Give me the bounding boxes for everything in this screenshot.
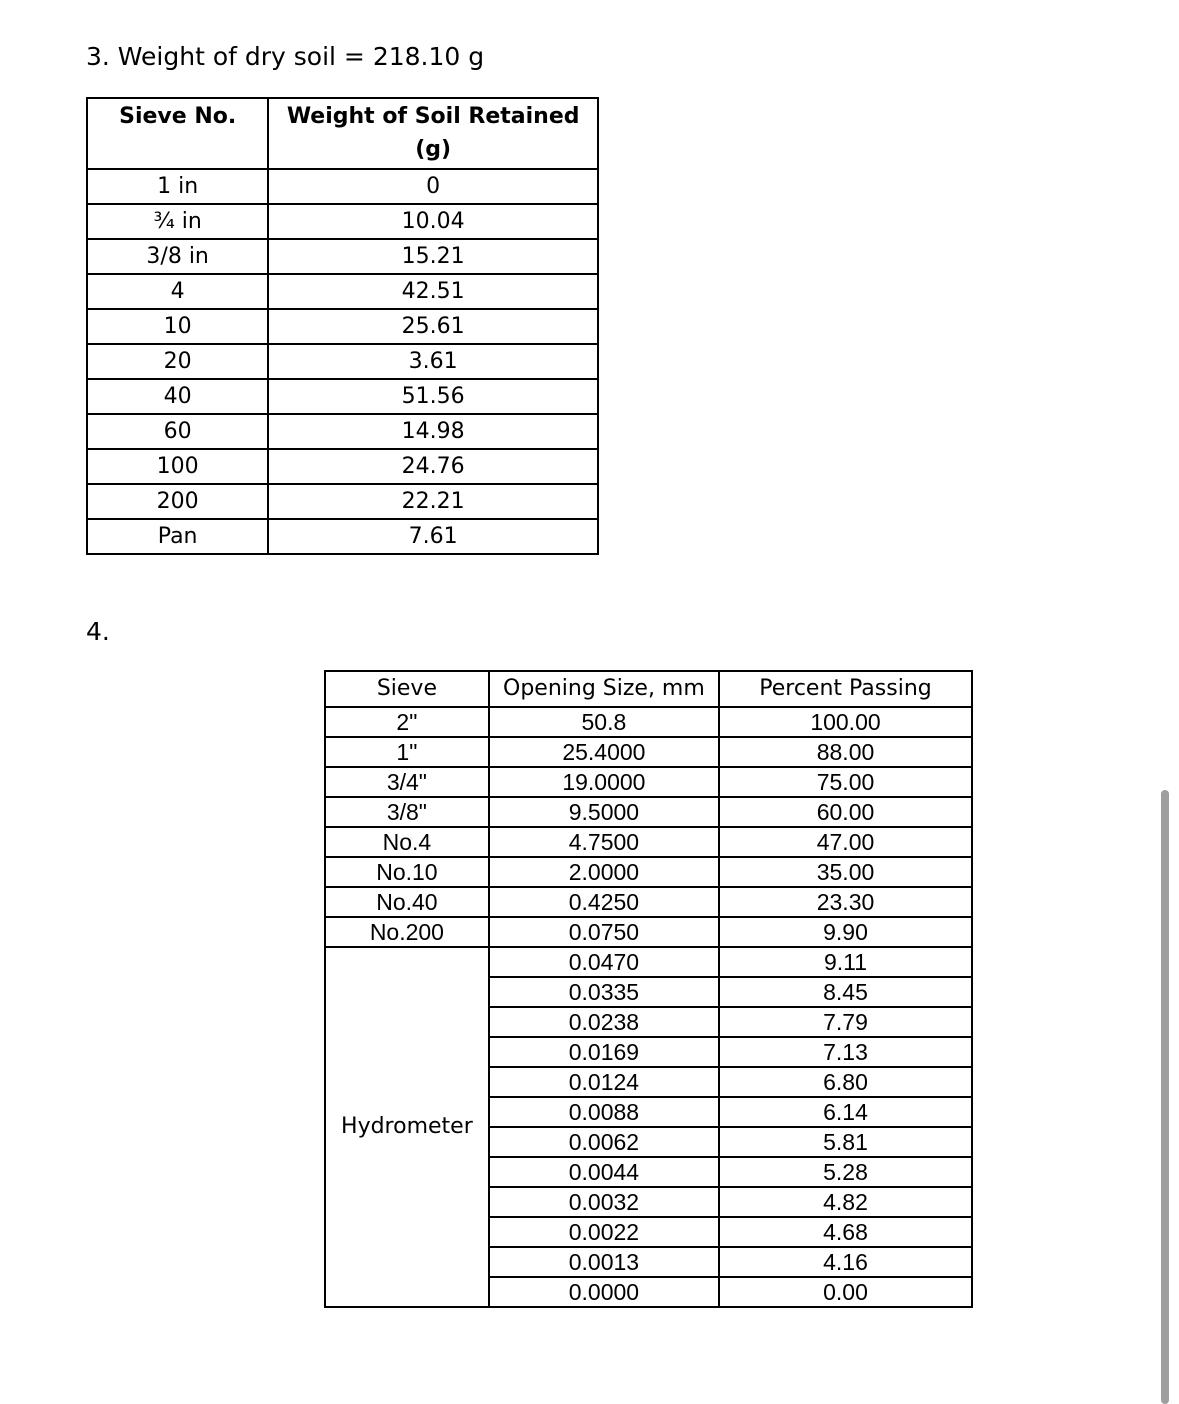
vertical-scrollbar[interactable]	[1161, 790, 1169, 1404]
table-row	[87, 414, 598, 449]
sieve-no-cell: 20	[87, 344, 268, 379]
opening-size-cell: 25.4000	[489, 737, 719, 767]
percent-passing-cell: 9.11	[719, 947, 972, 977]
weight-retained-cell: 0	[268, 169, 598, 204]
opening-size-cell: 19.0000	[489, 767, 719, 797]
table-header-row	[87, 98, 598, 169]
percent-passing-cell: 75.00	[719, 767, 972, 797]
weight-retained-cell: 22.21	[268, 484, 598, 519]
opening-size-cell: 0.0032	[489, 1187, 719, 1217]
weight-retained-cell: 10.04	[268, 204, 598, 239]
sieve-cell: 3/4"	[325, 767, 489, 797]
opening-size-header: Opening Size, mm	[489, 671, 719, 707]
percent-passing-cell: 23.30	[719, 887, 972, 917]
opening-size-cell: 9.5000	[489, 797, 719, 827]
opening-size-cell: 0.0000	[489, 1277, 719, 1307]
table-row	[87, 379, 598, 414]
percent-passing-cell: 7.79	[719, 1007, 972, 1037]
table-row	[87, 274, 598, 309]
table-row	[325, 737, 972, 767]
sieve-no-cell: 4	[87, 274, 268, 309]
opening-size-cell: 0.0169	[489, 1037, 719, 1067]
percent-passing-cell: 0.00	[719, 1277, 972, 1307]
sieve-no-cell: 1 in	[87, 169, 268, 204]
sieve-header: Sieve	[325, 671, 489, 707]
sieve-cell: 1"	[325, 737, 489, 767]
sieve-no-cell: 60	[87, 414, 268, 449]
table-row	[87, 344, 598, 379]
opening-size-cell: 0.0022	[489, 1217, 719, 1247]
opening-size-cell: 0.0013	[489, 1247, 719, 1277]
percent-passing-cell: 9.90	[719, 917, 972, 947]
percent-passing-cell: 6.80	[719, 1067, 972, 1097]
sieve-no-cell: 100	[87, 449, 268, 484]
table-row	[87, 169, 598, 204]
table-row	[87, 309, 598, 344]
table-row	[325, 857, 972, 887]
table-row	[325, 767, 972, 797]
sieve-no-cell: 40	[87, 379, 268, 414]
percent-passing-cell: 7.13	[719, 1037, 972, 1067]
table-row	[87, 204, 598, 239]
percent-passing-cell: 6.14	[719, 1097, 972, 1127]
weight-retained-cell: 42.51	[268, 274, 598, 309]
sieve-no-cell: 10	[87, 309, 268, 344]
opening-size-cell: 4.7500	[489, 827, 719, 857]
percent-passing-cell: 35.00	[719, 857, 972, 887]
percent-passing-cell: 47.00	[719, 827, 972, 857]
table-row	[325, 797, 972, 827]
sieve-cell: No.4	[325, 827, 489, 857]
sieve-no-cell: ¾ in	[87, 204, 268, 239]
weight-retained-cell: 7.61	[268, 519, 598, 554]
sieve-cell: 2"	[325, 707, 489, 737]
percent-passing-cell: 100.00	[719, 707, 972, 737]
hydrometer-cell: Hydrometer	[325, 947, 489, 1307]
opening-size-cell: 0.0088	[489, 1097, 719, 1127]
opening-size-cell: 0.0470	[489, 947, 719, 977]
table-header-row	[325, 671, 972, 707]
weight-retained-cell: 3.61	[268, 344, 598, 379]
opening-size-cell: 0.0335	[489, 977, 719, 1007]
percent-passing-cell: 4.82	[719, 1187, 972, 1217]
table-row	[325, 827, 972, 857]
opening-size-cell: 2.0000	[489, 857, 719, 887]
weight-retained-cell: 51.56	[268, 379, 598, 414]
opening-size-cell: 0.0124	[489, 1067, 719, 1097]
sieve-no-cell: Pan	[87, 519, 268, 554]
table-row	[325, 917, 972, 947]
sieve-cell: No.200	[325, 917, 489, 947]
weight-retained-cell: 24.76	[268, 449, 598, 484]
sieve-no-cell: 3/8 in	[87, 239, 268, 274]
percent-passing-cell: 4.68	[719, 1217, 972, 1247]
table-row	[325, 887, 972, 917]
percent-passing-cell: 5.28	[719, 1157, 972, 1187]
percent-passing-cell: 4.16	[719, 1247, 972, 1277]
percent-passing-cell: 5.81	[719, 1127, 972, 1157]
opening-size-cell: 50.8	[489, 707, 719, 737]
question-3-title: 3. Weight of dry soil = 218.10 g	[86, 42, 485, 71]
weight-retained-header: Weight of Soil Retained (g)	[268, 98, 598, 169]
opening-size-cell: 0.0750	[489, 917, 719, 947]
sieve-no-header: Sieve No.	[87, 98, 268, 169]
opening-size-cell: 0.0238	[489, 1007, 719, 1037]
gradation-table	[324, 670, 973, 1308]
weight-retained-cell: 14.98	[268, 414, 598, 449]
table-row	[325, 947, 972, 977]
table-row	[87, 519, 598, 554]
percent-passing-header: Percent Passing	[719, 671, 972, 707]
percent-passing-cell: 88.00	[719, 737, 972, 767]
table-row	[325, 707, 972, 737]
opening-size-cell: 0.4250	[489, 887, 719, 917]
sieve-no-cell: 200	[87, 484, 268, 519]
table-row	[87, 449, 598, 484]
sieve-cell: 3/8"	[325, 797, 489, 827]
table-row	[87, 484, 598, 519]
weight-retained-cell: 25.61	[268, 309, 598, 344]
table-row	[87, 239, 598, 274]
sieve-cell: No.40	[325, 887, 489, 917]
percent-passing-cell: 8.45	[719, 977, 972, 1007]
weight-retained-cell: 15.21	[268, 239, 598, 274]
sieve-cell: No.10	[325, 857, 489, 887]
question-4-label: 4.	[86, 617, 110, 646]
opening-size-cell: 0.0062	[489, 1127, 719, 1157]
sieve-weight-table	[86, 97, 599, 555]
opening-size-cell: 0.0044	[489, 1157, 719, 1187]
percent-passing-cell: 60.00	[719, 797, 972, 827]
